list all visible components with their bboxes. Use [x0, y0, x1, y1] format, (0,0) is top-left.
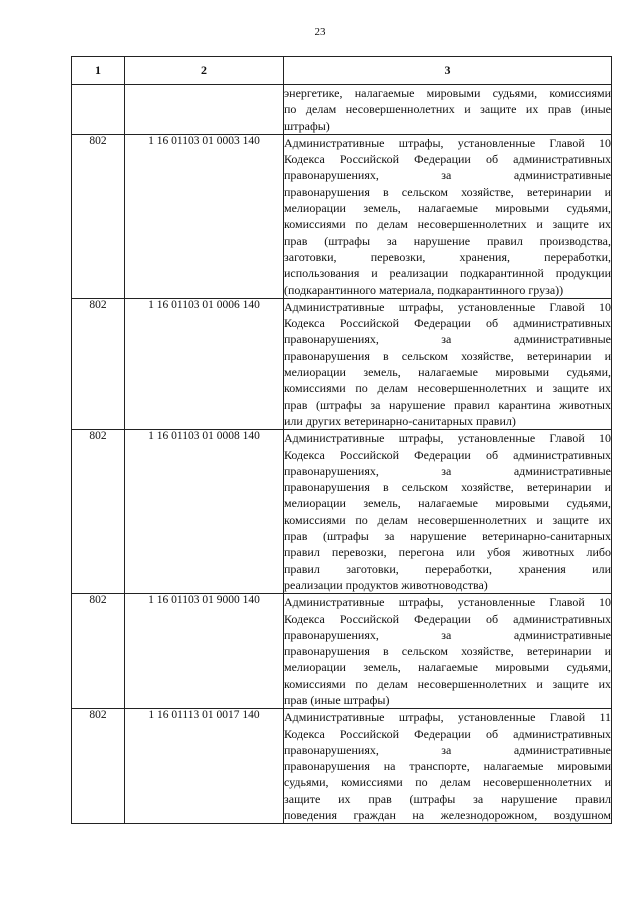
budget-classification-code-cell: 1 16 01103 01 0003 140: [125, 134, 284, 298]
description-cell: [284, 430, 612, 594]
description-line: правонарушениях, за административные: [284, 742, 611, 757]
description-line: прав (штрафы за нарушение ветеринарно-санитарных: [284, 529, 611, 544]
description-line: Кодекса Российской Федерации об административных: [284, 726, 611, 741]
admin-code-cell: [72, 85, 125, 135]
description-line: Административные штрафы, установленные Главой 10: [284, 595, 611, 610]
budget-classification-code-cell: 1 16 01103 01 9000 140: [125, 594, 284, 709]
table-body: [72, 85, 612, 824]
description-cell: [284, 298, 612, 429]
description-line: правил перевозки, перегона или убоя животных либо: [284, 545, 611, 560]
column-header-3: 3: [284, 57, 612, 85]
admin-code-cell: 802: [72, 594, 125, 709]
description-line: правонарушения на транспорте, налагаемые мировыми: [284, 759, 611, 774]
admin-code-cell: 802: [72, 709, 125, 824]
table-row: [72, 430, 612, 594]
description-line: комиссиями по делам несовершеннолетних и защите их: [284, 217, 611, 232]
description-line: заготовки, перевозки, хранения, переработки,: [284, 249, 611, 264]
description-line: Кодекса Российской Федерации об административных: [284, 611, 611, 626]
description-line: комиссиями по делам несовершеннолетних и защите их: [284, 676, 611, 691]
description-line: комиссиями по делам несовершеннолетних и защите их: [284, 512, 611, 527]
description-line: Кодекса Российской Федерации об административных: [284, 447, 611, 462]
description-line: правил заготовки, переработки, хранения или: [284, 561, 611, 576]
budget-classification-code-cell: 1 16 01113 01 0017 140: [125, 709, 284, 824]
admin-code-cell: 802: [72, 134, 125, 298]
description-line: Кодекса Российской Федерации об административных: [284, 316, 611, 331]
description-line: поведения граждан на железнодорожном, воздушном: [284, 808, 611, 823]
description-line: мелиорации земель, налагаемые мировыми судьями,: [284, 365, 611, 380]
table-row: [72, 134, 612, 298]
budget-codes-table: [71, 56, 612, 824]
budget-classification-code-cell: [125, 85, 284, 135]
description-cell: [284, 134, 612, 298]
table-row: [72, 298, 612, 429]
budget-classification-code-cell: 1 16 01103 01 0006 140: [125, 298, 284, 429]
description-line: Административные штрафы, установленные Главой 10: [284, 431, 611, 446]
description-line: Административные штрафы, установленные Главой 10: [284, 299, 611, 314]
description-line: Административные штрафы, установленные Главой 11: [284, 710, 611, 725]
description-line: прав (иные штрафы): [284, 692, 390, 707]
description-cell: [284, 85, 612, 135]
description-line: правонарушения в сельском хозяйстве, ветеринарии и: [284, 348, 611, 363]
description-line: судьями, комиссиями по делам несовершеннолетних и: [284, 775, 611, 790]
table-header-row: [72, 57, 612, 85]
description-line: мелиорации земель, налагаемые мировыми судьями,: [284, 496, 611, 511]
description-line: или других ветеринарно-санитарных правил): [284, 413, 516, 428]
description-line: правонарушениях, за административные: [284, 627, 611, 642]
description-line: правонарушениях, за административные: [284, 332, 611, 347]
budget-classification-code-cell: 1 16 01103 01 0008 140: [125, 430, 284, 594]
description-line: Административные штрафы, установленные Главой 10: [284, 135, 611, 150]
description-line: правонарушениях, за административные: [284, 463, 611, 478]
table-row: [72, 709, 612, 824]
column-header-1: 1: [72, 57, 125, 85]
description-line: правонарушения в сельском хозяйстве, ветеринарии и: [284, 644, 611, 659]
description-line: прав (штрафы за нарушение правил производства,: [284, 233, 611, 248]
description-line: защите их прав (штрафы за нарушение правил: [284, 791, 611, 806]
table-row: [72, 85, 612, 135]
description-line: правонарушениях, за административные: [284, 168, 611, 183]
admin-code-cell: 802: [72, 298, 125, 429]
page-number: 23: [314, 26, 326, 38]
description-line: прав (штрафы за нарушение правил карантина животных: [284, 397, 611, 412]
description-line: мелиорации земель, налагаемые мировыми судьями,: [284, 660, 611, 675]
description-line: правонарушения в сельском хозяйстве, ветеринарии и: [284, 480, 611, 495]
description-line: комиссиями по делам несовершеннолетних и защите их: [284, 381, 611, 396]
description-line: реализации продуктов животноводства): [284, 577, 488, 592]
description-line: Кодекса Российской Федерации об административных: [284, 152, 611, 167]
description-cell: [284, 594, 612, 709]
admin-code-cell: 802: [72, 430, 125, 594]
description-line: использования и реализации подкарантинной продукции: [284, 266, 611, 281]
description-line: штрафы): [284, 118, 330, 133]
description-line: по делам несовершеннолетних и защите их прав (иные: [284, 102, 611, 117]
description-line: мелиорации земель, налагаемые мировыми судьями,: [284, 201, 611, 216]
description-cell: [284, 709, 612, 824]
table-row: [72, 594, 612, 709]
description-line: правонарушения в сельском хозяйстве, ветеринарии и: [284, 184, 611, 199]
description-line: (подкарантинного материала, подкарантинного груза)): [284, 282, 564, 297]
column-header-2: 2: [125, 57, 284, 85]
description-line: энергетике, налагаемые мировыми судьями, комиссиями: [284, 86, 611, 100]
